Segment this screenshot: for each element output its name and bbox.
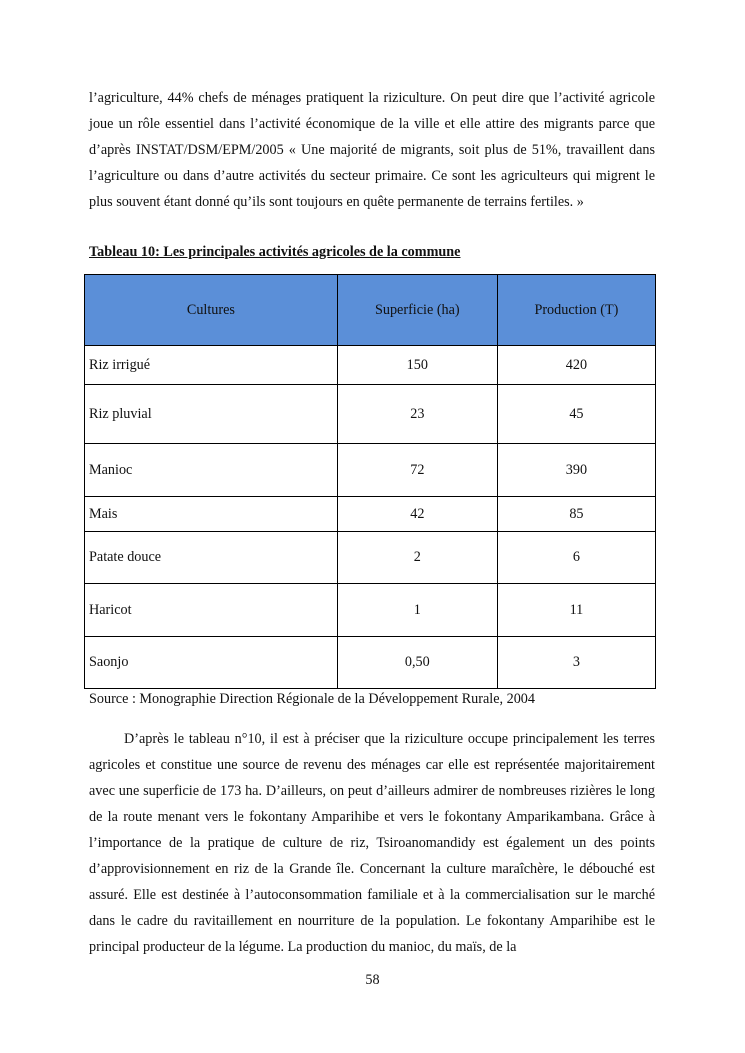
superficie-cell: 0,50 xyxy=(337,637,497,689)
production-cell: 85 xyxy=(497,497,655,532)
superficie-cell: 23 xyxy=(337,385,497,444)
header-superficie: Superficie (ha) xyxy=(337,275,497,346)
intro-paragraph: l’agriculture, 44% chefs de ménages pratiquent la riziculture. On peut dire que l’activité agricole joue un rôle essentiel dans l’activité économique de la ville et elle attire des migrants parce que d’après INSTAT/DSM/EPM/2005 « Une majorité de migrants, soit plus de 51%, travaillent dans l’agriculture ou dans d’autre activités du secteur primaire. Ce sont les agriculteurs qui migrent le plus souvent étant donné qu’ils sont toujours en quête permanente de terrains fertiles. » xyxy=(89,90,655,210)
table-row xyxy=(85,584,656,637)
production-cell: 6 xyxy=(497,532,655,584)
header-cultures: Cultures xyxy=(85,275,338,346)
table-row xyxy=(85,532,656,584)
table-row xyxy=(85,444,656,497)
superficie-cell: 42 xyxy=(337,497,497,532)
table-row xyxy=(85,637,656,689)
culture-cell: Haricot xyxy=(85,584,338,637)
culture-cell: Riz irrigué xyxy=(85,346,338,385)
culture-cell: Riz pluvial xyxy=(85,385,338,444)
agricultural-activities-table xyxy=(84,274,656,689)
production-cell: 11 xyxy=(497,584,655,637)
table-row xyxy=(85,346,656,385)
header-production: Production (T) xyxy=(497,275,655,346)
production-cell: 420 xyxy=(497,346,655,385)
table-row xyxy=(85,385,656,444)
culture-cell: Saonjo xyxy=(85,637,338,689)
superficie-cell: 1 xyxy=(337,584,497,637)
analysis-text: D’après le tableau n°10, il est à préciser que la riziculture occupe principalement les terres agricoles et constitue une source de revenu des ménages car elle est représentée majoritairement avec une superficie de 173 ha. D’ailleurs, on peut d’ailleurs admirer de nombreuses rizières le long de la route menant vers le fokontany Amparihibe et vers le fokontany Amparikambana. Grâce à l’importance de la pratique de culture de riz, Tsiroanomandidy est également un des points d’approvisionnement en riz de la Grande île. Concernant la culture maraîchère, le débouché est assuré. Elle est destinée à l’autoconsommation familiale et à la commercialisation sur le marché dans le cadre du ravitaillement en nourriture de la population. Le fokontany Amparihibe est le principal producteur de la légume. La production du manioc, du maïs, de la xyxy=(89,731,655,955)
superficie-cell: 150 xyxy=(337,346,497,385)
table-caption: Tableau 10: Les principales activités agricoles de la commune xyxy=(89,244,461,260)
analysis-paragraph xyxy=(89,726,655,960)
superficie-cell: 2 xyxy=(337,532,497,584)
production-cell: 3 xyxy=(497,637,655,689)
production-cell: 390 xyxy=(497,444,655,497)
culture-cell: Manioc xyxy=(85,444,338,497)
superficie-cell: 72 xyxy=(337,444,497,497)
table-source: Source : Monographie Direction Régionale de la Développement Rurale, 2004 xyxy=(89,691,535,707)
table-row xyxy=(85,497,656,532)
production-cell: 45 xyxy=(497,385,655,444)
table-header-row xyxy=(85,275,656,346)
page-number: 58 xyxy=(365,972,380,988)
culture-cell: Mais xyxy=(85,497,338,532)
culture-cell: Patate douce xyxy=(85,532,338,584)
